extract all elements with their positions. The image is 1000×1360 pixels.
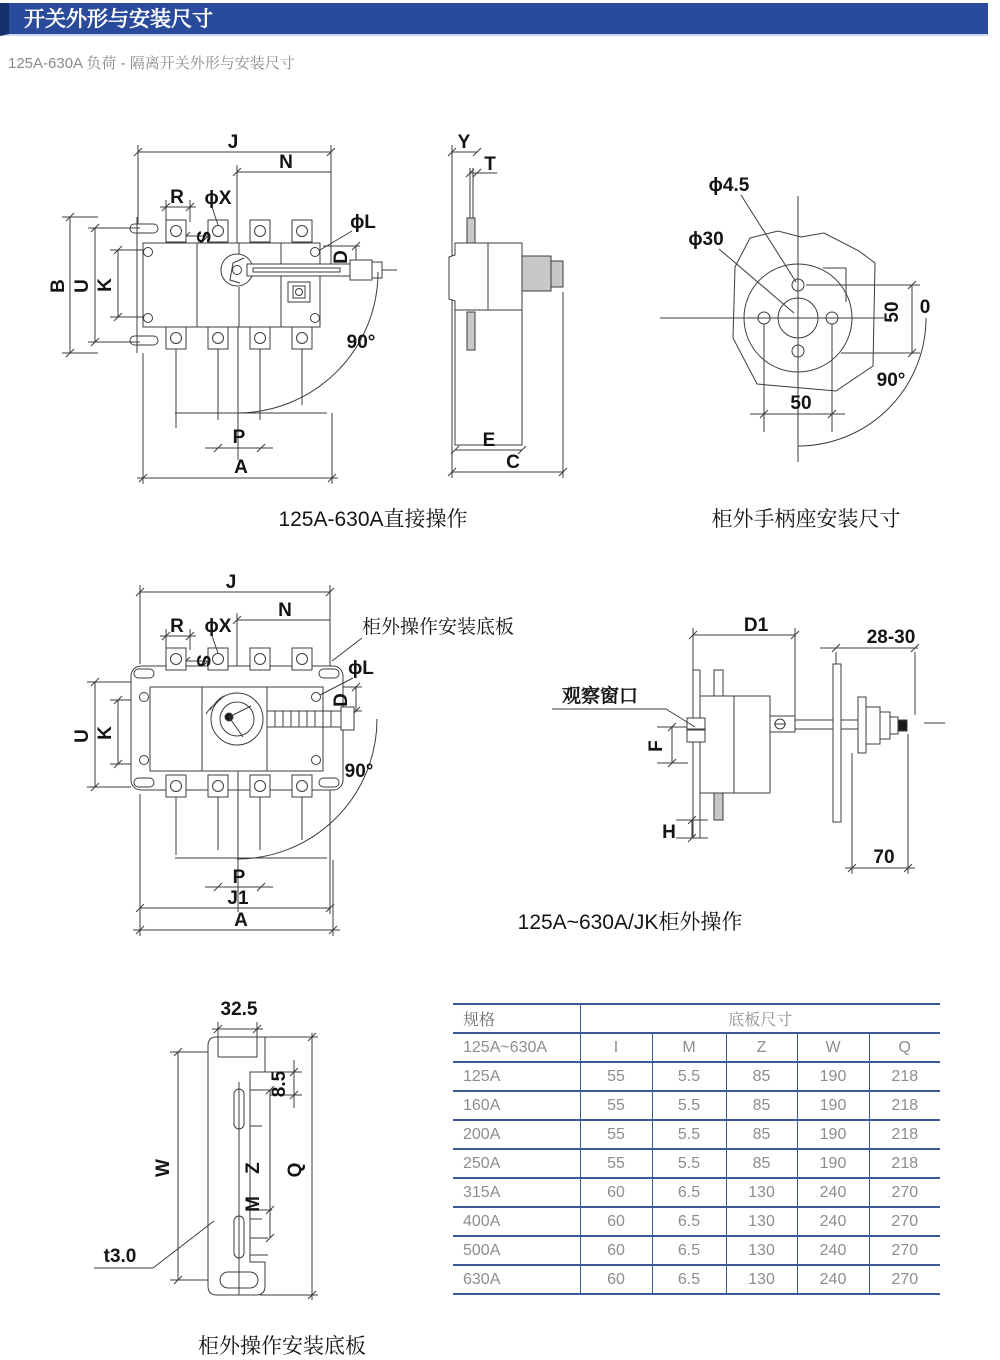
- figure-jk-side-view: [552, 615, 945, 874]
- subheader-range: 125A~630A: [453, 1033, 580, 1062]
- dim-label-n: N: [278, 600, 292, 621]
- dim-label-u: U: [72, 729, 93, 743]
- dim-label-a: A: [234, 910, 248, 931]
- table-row: 315A 60 6.5 130 240 270: [453, 1178, 940, 1207]
- dim-label-c: C: [506, 452, 520, 473]
- subheader-m: M: [652, 1033, 726, 1062]
- dim-label-d: D: [331, 693, 352, 707]
- dim-label-50h: 50: [790, 393, 812, 414]
- dim-label-s: S: [192, 654, 213, 668]
- table-row: 200A 55 5.5 85 190 218: [453, 1120, 940, 1149]
- dim-label-r: R: [170, 187, 184, 208]
- dim-label-phix: ϕX: [204, 616, 232, 637]
- table-row: 630A 60 6.5 130 240 270: [453, 1265, 940, 1294]
- dim-label-angle: 90°: [876, 370, 906, 391]
- dim-label-phi45: ϕ4.5: [708, 175, 750, 196]
- caption-direct-operation: 125A-630A直接操作: [278, 508, 468, 531]
- plate-callout-label: 柜外操作安装底板: [362, 617, 515, 638]
- table-header-row: [453, 1004, 940, 1033]
- dim-label-h: H: [662, 822, 676, 843]
- window-callout-label: 观察窗口: [562, 686, 639, 707]
- col-header-plate-size: 底板尺寸: [580, 1004, 940, 1033]
- dim-label-angle: 90°: [344, 761, 374, 782]
- col-header-spec: 规格: [453, 1004, 580, 1033]
- figure-direct-side-view: [448, 132, 567, 478]
- dim-label-u: U: [72, 279, 93, 293]
- dim-label-s: S: [192, 230, 213, 244]
- cabinet-door-panel: [833, 664, 841, 822]
- dim-label-phil: ϕL: [350, 212, 376, 233]
- dim-label-j: J: [227, 132, 239, 153]
- dim-label-phi30: ϕ30: [688, 229, 724, 250]
- figure-jk-front-view: [72, 572, 514, 936]
- dim-label-j: J: [225, 572, 237, 593]
- dim-label-m: M: [243, 1196, 264, 1212]
- dim-label-a: A: [234, 457, 248, 478]
- dim-label-angle: 90°: [346, 332, 376, 353]
- dim-label-phix: ϕX: [204, 188, 232, 209]
- dim-label-f: F: [646, 740, 667, 752]
- page-title: 开关外形与安装尺寸: [24, 8, 213, 31]
- dim-label-d: D: [331, 250, 352, 264]
- subheader-i: I: [580, 1033, 652, 1062]
- dim-label-t3: t3.0: [103, 1246, 137, 1267]
- table-subheader-row: [453, 1033, 940, 1062]
- subheader-q: Q: [869, 1033, 940, 1062]
- caption-handle-seat: 柜外手柄座安装尺寸: [711, 508, 901, 531]
- table-row: 500A 60 6.5 130 240 270: [453, 1236, 940, 1265]
- caption-base-plate: 柜外操作安装底板: [198, 1335, 366, 1358]
- dim-label-b: B: [48, 279, 69, 293]
- base-plate-size-table: [453, 1003, 940, 1295]
- handle-block: [522, 256, 551, 291]
- dim-label-70: 70: [873, 847, 895, 868]
- dim-label-z: Z: [243, 1162, 264, 1174]
- dim-label-w: W: [153, 1159, 174, 1177]
- subheader-z: Z: [726, 1033, 797, 1062]
- seat-outline: [733, 231, 875, 391]
- subheader-w: W: [797, 1033, 869, 1062]
- dim-label-zero: 0: [919, 297, 931, 318]
- dim-label-j1: J1: [227, 888, 249, 909]
- mechanism-body: [700, 696, 770, 793]
- caption-jk-operation: 125A~630A/JK柜外操作: [517, 911, 743, 934]
- figure-base-plate: [94, 999, 318, 1300]
- table-row: 400A 60 6.5 130 240 270: [453, 1207, 940, 1236]
- dim-label-t: T: [484, 154, 496, 175]
- page-subtitle: 125A-630A 负荷 - 隔离开关外形与安装尺寸: [8, 55, 295, 72]
- dim-label-p: P: [232, 867, 246, 888]
- dim-label-e: E: [482, 430, 496, 451]
- table-row: 160A 55 5.5 85 190 218: [453, 1091, 940, 1120]
- dim-label-32-5: 32.5: [220, 999, 258, 1020]
- dim-label-50v: 50: [882, 301, 903, 323]
- dim-label-r: R: [170, 616, 184, 637]
- dim-label-28-30: 28-30: [866, 627, 916, 648]
- dim-label-k: K: [95, 278, 116, 292]
- figure-handle-seat: [660, 175, 930, 462]
- dim-label-phil: ϕL: [348, 658, 374, 679]
- table-row: 250A 55 5.5 85 190 218: [453, 1149, 940, 1178]
- dim-label-8-5: 8.5: [269, 1070, 290, 1098]
- dim-label-q: Q: [285, 1162, 306, 1178]
- dim-label-n: N: [279, 152, 293, 173]
- figure-direct-front-view: [48, 132, 397, 484]
- dim-label-p: P: [232, 427, 246, 448]
- dim-label-y: Y: [457, 132, 471, 153]
- drive-shaft: [795, 720, 858, 729]
- terminals-top: [166, 220, 312, 242]
- dim-label-k: K: [95, 726, 116, 740]
- table-row: 125A 55 5.5 85 190 218: [453, 1062, 940, 1091]
- dim-label-d1: D1: [743, 615, 769, 636]
